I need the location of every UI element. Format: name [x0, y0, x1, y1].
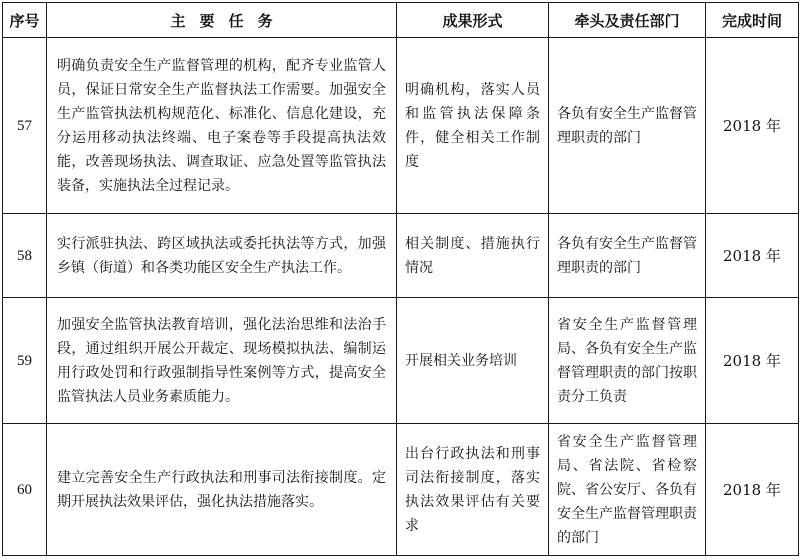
row-task: 建立完善安全生产行政执法和刑事司法衔接制度。定期开展执法效果评估，强化执法措施落实。 [47, 424, 397, 556]
header-output: 成果形式 [397, 3, 549, 38]
table-row [3, 38, 799, 214]
row-task: 加强安全监管执法教育培训，强化法治思维和法治手段，通过组织开展公开裁定、现场模拟执法、编制运用行政处罚和行政强制指导性案例等方式，提高安全监管执法人员业务素质能力。 [47, 298, 397, 424]
table-row [3, 424, 799, 556]
row-department: 各负有安全生产监督管理职责的部门 [549, 214, 706, 298]
row-department: 省安全生产监督管理局、省法院、省检察院、省公安厅、各负有安全生产监督管理职责的部门 [549, 424, 706, 556]
row-department: 各负有安全生产监督管理职责的部门 [549, 38, 706, 214]
row-index: 59 [3, 298, 47, 424]
header-task: 主要任务 [47, 3, 397, 38]
row-deadline: 2018 年 [706, 214, 799, 298]
row-department: 省安全生产监督管理局、各负有安全生产监督管理职责的部门按职责分工负责 [549, 298, 706, 424]
row-task: 明确负责安全生产监督管理的机构，配齐专业监管人员，保证日常安全生产监督执法工作需要。加强安全生产监管执法机构规范化、标准化、信息化建设，充分运用移动执法终端、电子案卷等手段提高执法效能，改善现场执法、调查取证、应急处置等监管执法装备，实施执法全过程记录。 [47, 38, 397, 214]
row-deadline: 2018 年 [706, 38, 799, 214]
row-index: 58 [3, 214, 47, 298]
header-department: 牵头及责任部门 [549, 3, 706, 38]
row-output: 相关制度、措施执行情况 [397, 214, 549, 298]
table-header-row [3, 3, 799, 38]
header-deadline: 完成时间 [706, 3, 799, 38]
header-index: 序号 [3, 3, 47, 38]
row-output: 出台行政执法和刑事司法衔接制度，落实执法效果评估有关要求 [397, 424, 549, 556]
row-index: 60 [3, 424, 47, 556]
table-row [3, 214, 799, 298]
row-deadline: 2018 年 [706, 424, 799, 556]
row-task: 实行派驻执法、跨区域执法或委托执法等方式，加强乡镇（街道）和各类功能区安全生产执法工作。 [47, 214, 397, 298]
row-output: 明确机构，落实人员和监管执法保障条件，健全相关工作制度 [397, 38, 549, 214]
row-output: 开展相关业务培训 [397, 298, 549, 424]
row-index: 57 [3, 38, 47, 214]
row-deadline: 2018 年 [706, 298, 799, 424]
table-row [3, 298, 799, 424]
task-table [2, 2, 799, 556]
